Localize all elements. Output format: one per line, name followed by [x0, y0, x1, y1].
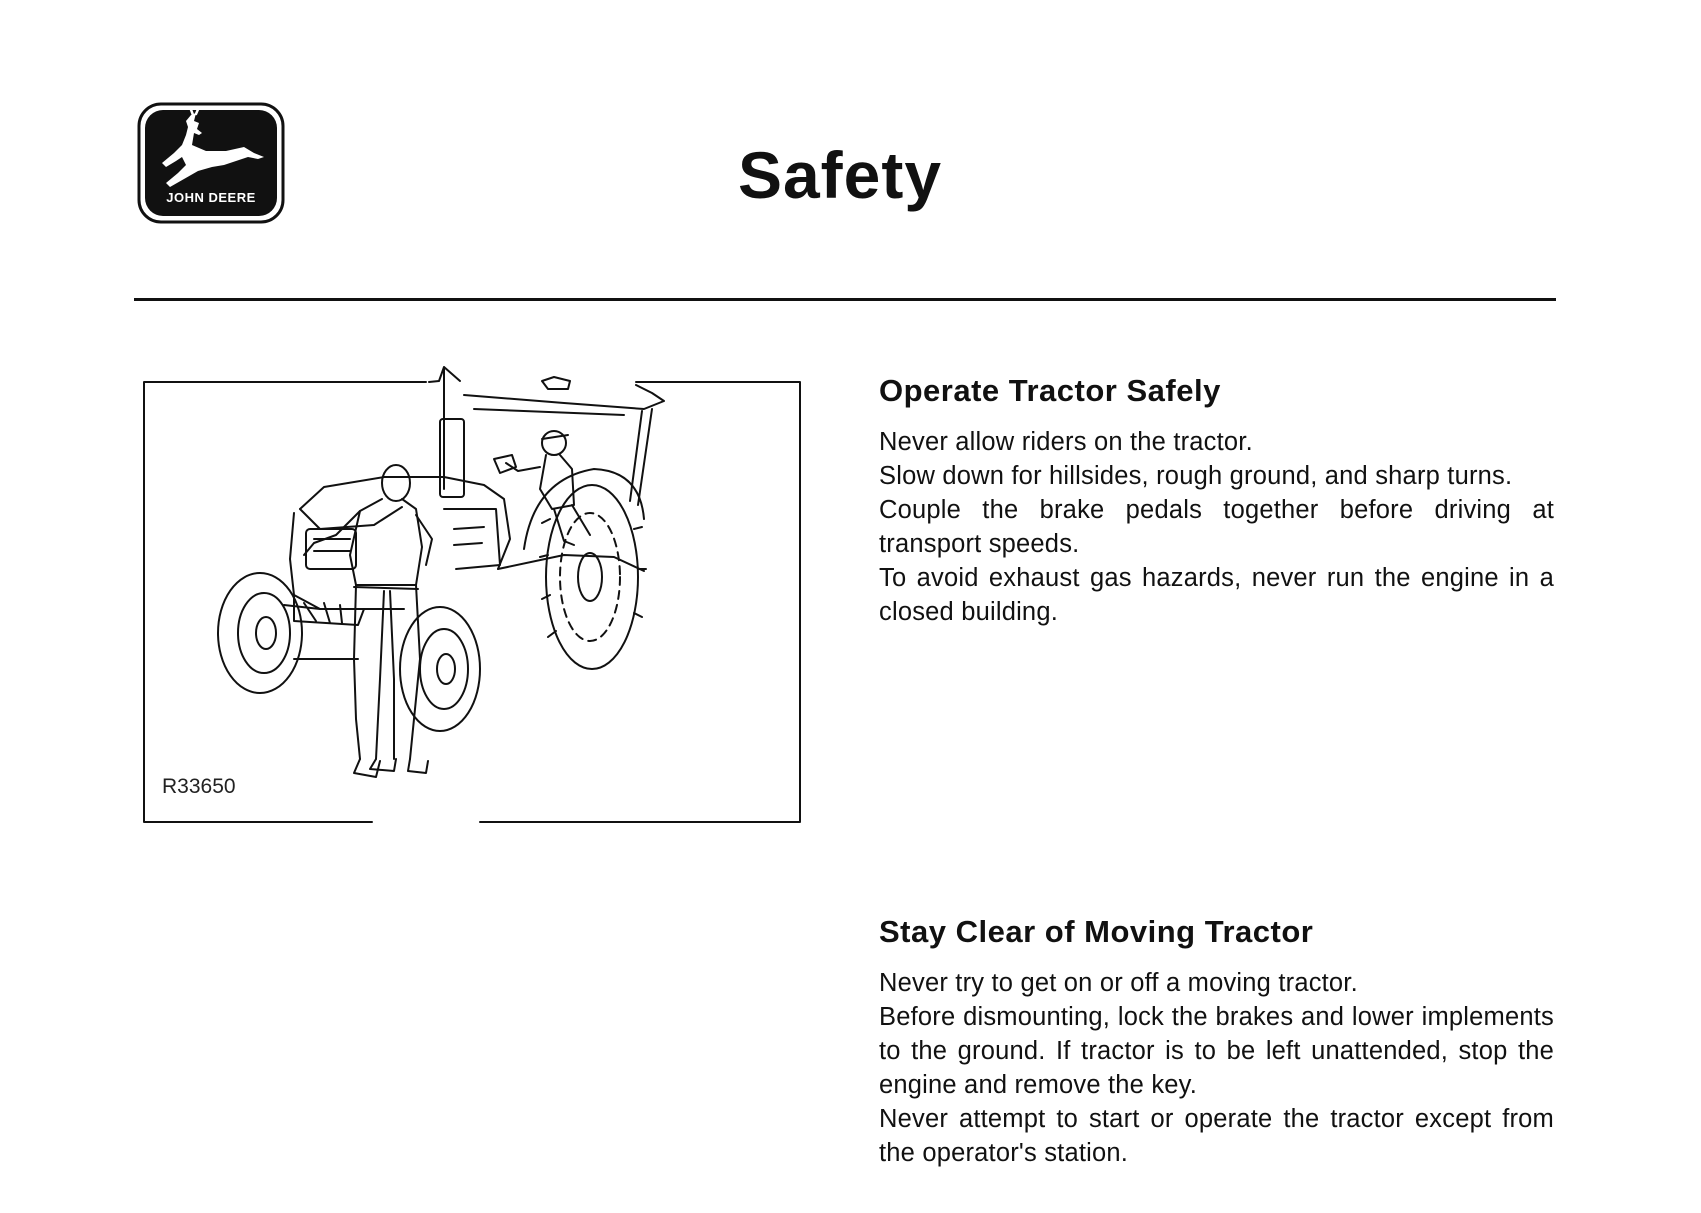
paragraph: Never allow riders on the tractor. [879, 428, 1253, 457]
paragraph: Never try to get on or off a moving tractor. [879, 969, 1358, 998]
paragraph: Slow down for hillsides, rough ground, and sharp turns. [879, 462, 1513, 491]
paragraph: To avoid exhaust gas hazards, never run the engine in a closed building. [879, 564, 1554, 627]
section-body [879, 966, 1554, 1170]
john-deere-logo [136, 101, 286, 225]
section-operate-tractor-safely [879, 372, 1554, 629]
paragraph: Couple the brake pedals together before driving at transport speeds. [879, 496, 1554, 559]
section-body [879, 425, 1554, 629]
tractor-operator-illustration-icon [144, 359, 804, 829]
tractor-illustration [144, 359, 804, 829]
section-stay-clear-of-moving-tractor [879, 913, 1554, 1170]
paragraph: Never attempt to start or operate the tractor except from the operator's station. [879, 1105, 1554, 1168]
section-heading: Operate Tractor Safely [879, 373, 1221, 408]
section-heading: Stay Clear of Moving Tractor [879, 914, 1314, 949]
figure-reference: R33650 [162, 775, 236, 798]
deer-logo-icon [136, 101, 286, 225]
page-title: Safety [737, 138, 943, 212]
svg-text:JOHN DEERE: JOHN DEERE [166, 190, 256, 205]
paragraph: Before dismounting, lock the brakes and lower implements to the ground. If tractor is to be left unattended, stop the engine and remove the key. [879, 1003, 1554, 1100]
header-divider [134, 298, 1556, 301]
